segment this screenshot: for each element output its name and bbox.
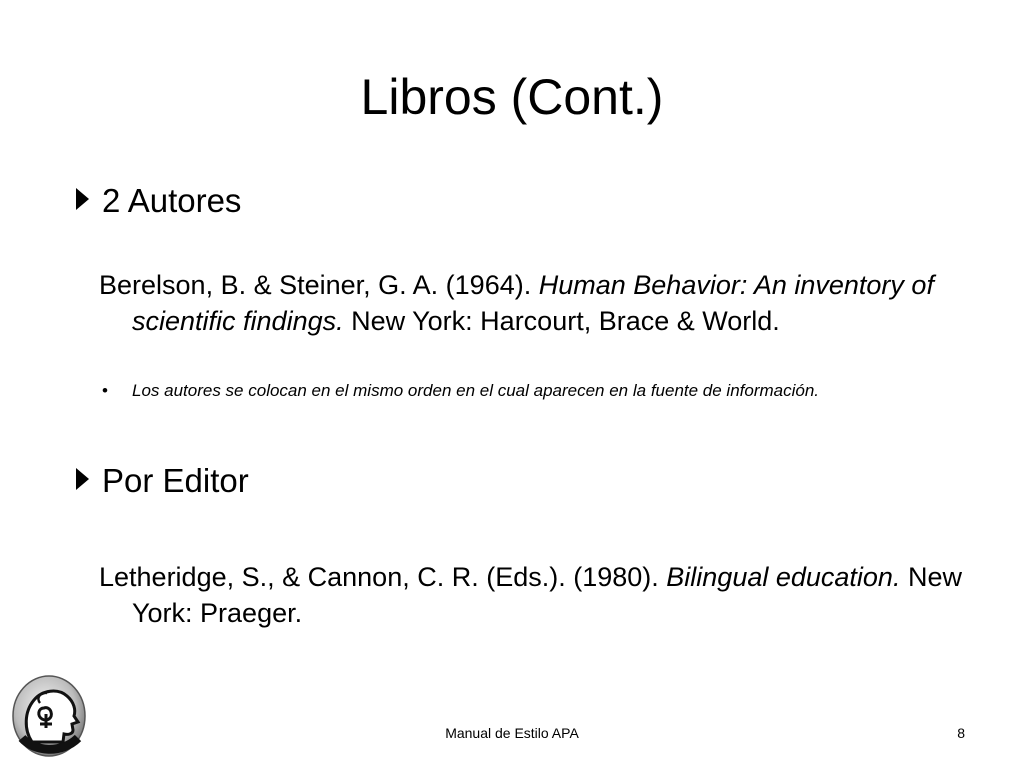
section-heading-label: Por Editor (102, 462, 249, 499)
triangle-bullet-icon (76, 188, 89, 210)
reference-plain-before: Berelson, B. & Steiner, G. A. (1964). (99, 270, 539, 300)
bullet-dot-icon: • (102, 381, 108, 400)
reference-plain-before: Letheridge, S., & Cannon, C. R. (Eds.). (1980). (99, 562, 667, 592)
reference-two-authors (99, 267, 1012, 339)
page-number: 8 (957, 725, 965, 741)
section-heading-label: 2 Autores (102, 182, 242, 219)
reference-italic-title: Bilingual education. (666, 562, 901, 592)
reference-plain-after: New York: Praeger. (132, 562, 962, 628)
note-authors-order (99, 379, 952, 402)
triangle-bullet-icon (76, 468, 89, 490)
reference-plain-after: New York: Harcourt, Brace & World. (343, 306, 780, 336)
psychology-head-logo-icon (10, 672, 88, 758)
section-heading-by-editor (76, 461, 249, 501)
reference-by-editor (99, 559, 1012, 631)
note-text: Los autores se colocan en el mismo orden en el cual aparecen en la fuente de información. (132, 381, 820, 400)
reference-italic-title: Human Behavior: An inventory of scientific findings. (132, 270, 934, 336)
section-heading-two-authors (76, 181, 241, 221)
slide-title: Libros (Cont.) (360, 69, 664, 125)
footer-title: Manual de Estilo APA (445, 725, 579, 741)
